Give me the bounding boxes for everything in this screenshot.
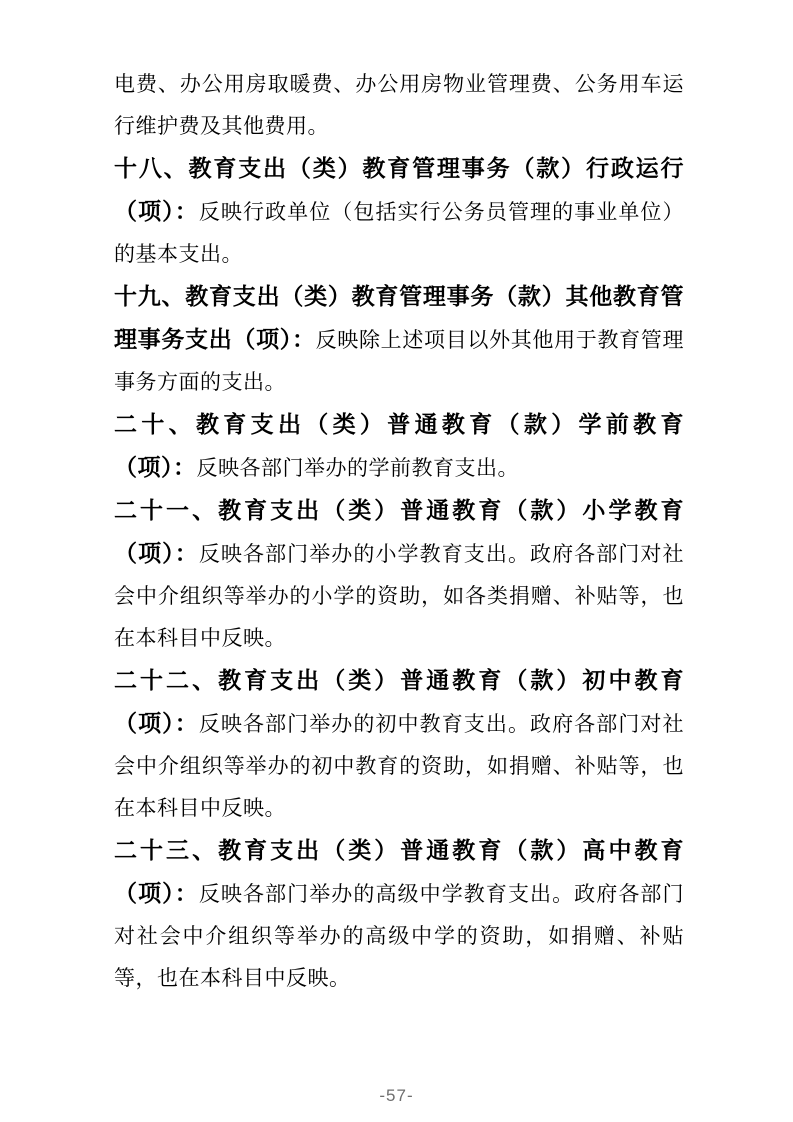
page-number: -57-	[379, 1086, 414, 1105]
body-text: 电费、办公用房取暖费、办公用房物业管理费、公务用车运行维护费及其他费用。	[114, 72, 684, 138]
paragraph-section-18	[114, 147, 684, 275]
section-heading: 十八、教育支出（类）教育管理事务（款）行政运行（项）：	[114, 155, 684, 224]
section-heading: 二十、教育支出（类）普通教育（款）学前教育（项）：	[114, 411, 684, 480]
document-content	[114, 63, 684, 999]
body-text: 反映除上述项目以外其他用于教育管理事务方面的支出。	[114, 328, 685, 394]
section-heading: 二十三、教育支出（类）普通教育（款）高中教育（项）：	[114, 837, 684, 906]
paragraph-continuation	[114, 63, 684, 147]
section-heading: 二十一、教育支出（类）普通教育（款）小学教育（项）：	[114, 497, 684, 566]
section-heading: 二十二、教育支出（类）普通教育（款）初中教育（项）：	[114, 667, 684, 736]
body-text: 反映各部门举办的学前教育支出。	[196, 456, 519, 480]
paragraph-section-22	[114, 659, 684, 829]
body-text: 反映各部门举办的小学教育支出。政府各部门对社会中介组织等举办的小学的资助，如各类捐赠、补贴等，也在本科目中反映。	[114, 542, 685, 650]
paragraph-section-21	[114, 489, 684, 659]
body-text: 反映各部门举办的高级中学教育支出。政府各部门对社会中介组织等举办的高级中学的资助，如捐赠、补贴等，也在本科目中反映。	[114, 882, 685, 990]
paragraph-section-23	[114, 829, 684, 999]
section-heading: 十九、教育支出（类）教育管理事务（款）其他教育管理事务支出（项）：	[114, 283, 684, 352]
paragraph-section-20	[114, 403, 684, 489]
body-text: 反映各部门举办的初中教育支出。政府各部门对社会中介组织等举办的初中教育的资助，如捐赠、补贴等，也在本科目中反映。	[114, 712, 685, 820]
paragraph-section-19	[114, 275, 684, 403]
body-text: 反映行政单位（包括实行公务员管理的事业单位）的基本支出。	[114, 200, 685, 266]
